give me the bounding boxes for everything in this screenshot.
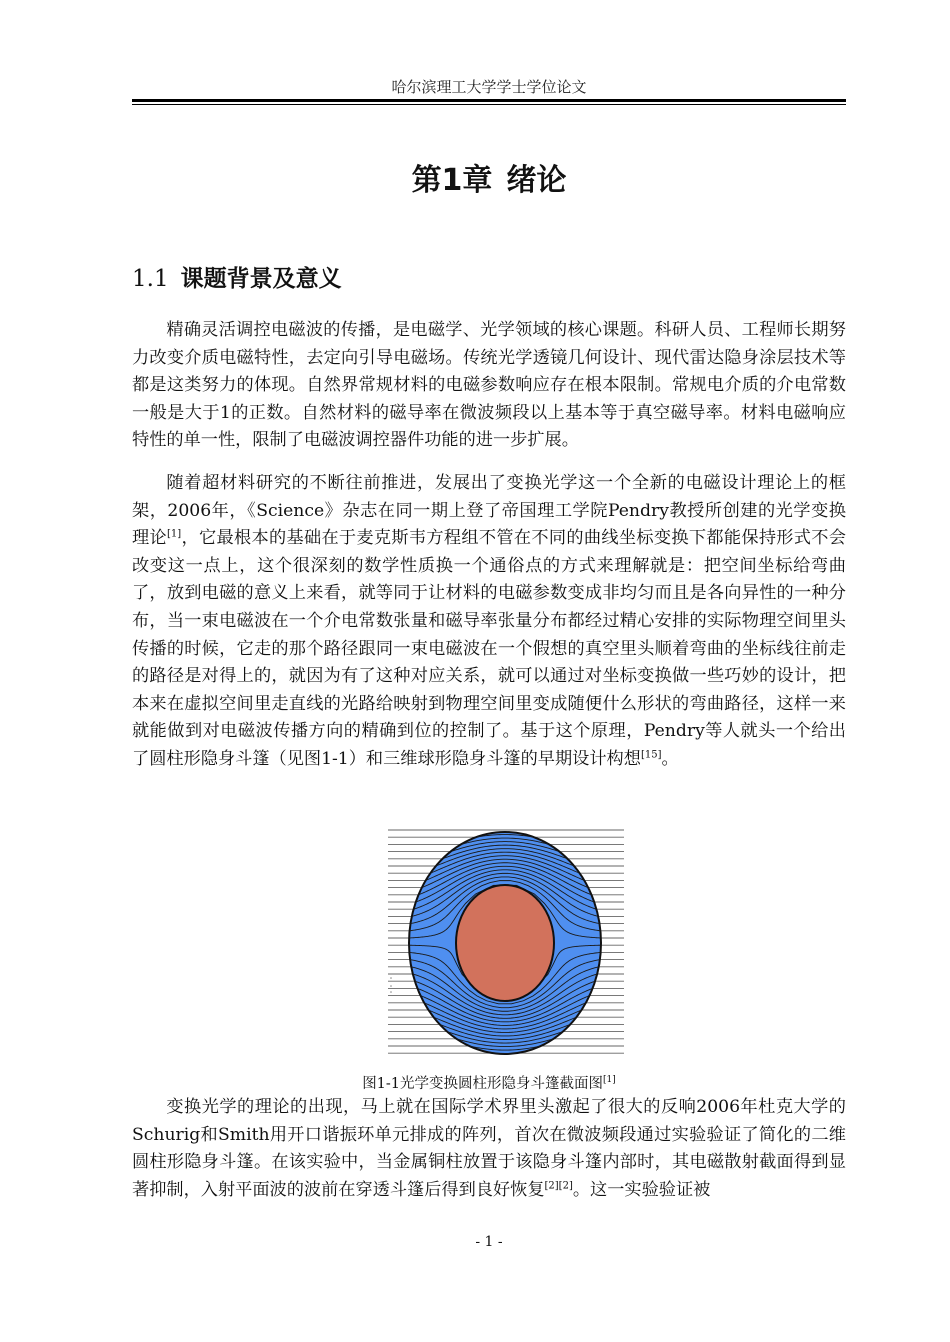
chapter-heading [132,155,846,199]
figure-caption [132,1072,846,1093]
axis-dots [390,977,392,993]
paragraph-3 [132,1094,846,1204]
cloak-cross-section-figure [388,826,624,1062]
caption-citation-ref: [1] [603,1075,616,1086]
section-number: 1.1 [132,266,169,292]
citation-ref: [1] [167,528,182,540]
chapter-title: 绪论 [506,163,567,198]
figure-caption-text: 图1-1光学变换圆柱形隐身斗篷截面图 [362,1076,604,1092]
header-rule-thick [132,99,846,102]
paragraph-3-text-a: 变换光学的理论的出现，马上就在国际学术界里头激起了很大的反响2006年杜克大学的Schurig和Smith用开口谐振环单元排成的阵列，首次在微波频段通过实验验证了简化的二维圆柱形隐身斗篷。在该实验中，当金属铜柱放置于该隐身斗篷内部时，其电磁散射截面得到显著抑制，入射平面波的波前在穿透斗篷后得到良好恢复 [132,1097,846,1200]
cloak-core [456,885,554,1001]
paragraph-3-text-b: 。这一实验验证被 [572,1179,711,1200]
chapter-number: 第1章 [411,163,493,198]
header-rule-thin [132,104,846,105]
paragraph-2-text-a: 随着超材料研究的不断往前推进，发展出了变换光学这一个全新的电磁设计理论上的框架，2006年，《Science》杂志在同一期上登了帝国理工学院Pendry教授所创建的光学变换理论 [132,473,846,549]
paragraph-2-text-c: 。 [661,748,679,769]
paragraph-1: 精确灵活调控电磁波的传播，是电磁学、光学领域的核心课题。科研人员、工程师长期努力改变介质电磁特性，去定向引导电磁场。传统光学透镜几何设计、现代雷达隐身涂层技术等都是这类努力的体现。自然界常规材料的电磁参数响应存在根本限制。常规电介质的介电常数一般是大于1的正数。自然材料的磁导率在微波频段以上基本等于真空磁导率。材料电磁响应特性的单一性，限制了电磁波调控器件功能的进一步扩展。 [132,320,846,451]
paragraph-2 [132,470,846,774]
paragraph-2-text-b: ，它最根本的基础在于麦克斯韦方程组不管在不同的曲线坐标变换下都能保持形式不会改变这一点上，这个很深刻的数学性质换一个通俗点的方式来理解就是：把空间坐标给弯曲了，放到电磁的意义上来看，就等同于让材料的电磁参数变成非均匀而且是各向异性的一种分布，当一束电磁波在一个介电常数张量和磁导率张量分布都经过精心安排的实际物理空间里头传播的时候，它走的那个路径跟同一束电磁波在一个假想的真空里头顺着弯曲的坐标线往前走的路径是对得上的，就因为有了这种对应关系，就可以通过对坐标变换做一些巧妙的设计，把本来在虚拟空间里走直线的光路给映射到物理空间里变成随便什么形状的弯曲路径，这样一来就能做到对电磁波传播方向的精确到位的控制了。基于这个原理，Pendry等人就头一个给出了圆柱形隐身斗篷（见图1-1）和三维球形隐身斗篷的早期设计构想 [132,528,846,769]
section-title: 课题背景及意义 [180,266,342,292]
running-header: 哈尔滨理工大学学士学位论文 [391,78,587,96]
page-number: - 1 - [475,1234,503,1250]
citation-ref: [15] [640,749,662,761]
citation-ref: [2][2] [544,1180,573,1192]
section-heading [132,260,342,293]
